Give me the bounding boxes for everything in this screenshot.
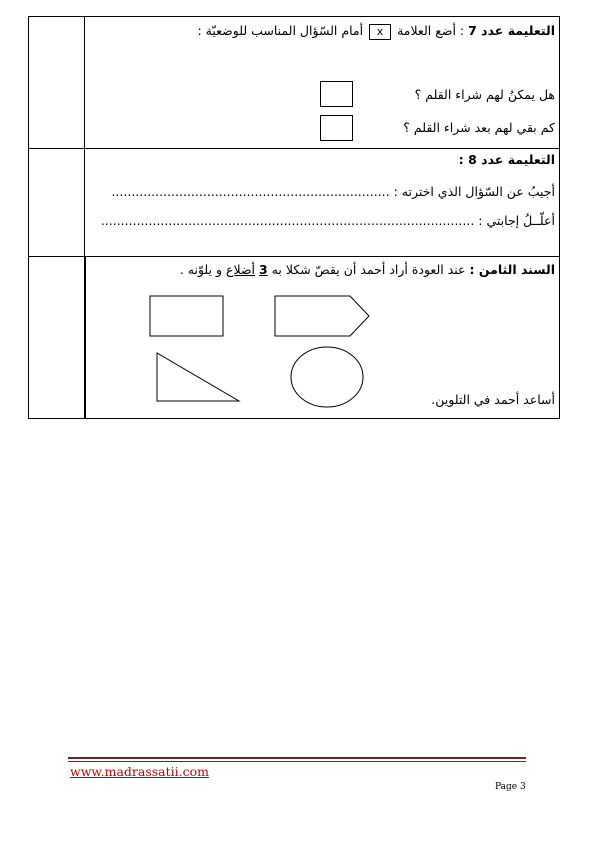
score-cell bbox=[29, 257, 85, 419]
support-8-text-post: و يلوّنه . bbox=[179, 262, 223, 277]
answer-label: أجيبُ عن السّؤال الذي اخترته : bbox=[393, 184, 555, 199]
footer-rule-thin bbox=[68, 761, 526, 762]
option-1-text: هل يمكنُ لهم شراء القلم ؟ bbox=[414, 87, 555, 102]
footer-rule bbox=[68, 757, 526, 759]
support-8-cell bbox=[85, 257, 560, 419]
score-cell bbox=[29, 149, 85, 257]
exam-sheet bbox=[28, 16, 560, 419]
page-number: Page 3 bbox=[495, 782, 526, 792]
sides-count: 3 bbox=[259, 262, 268, 277]
sides-word: أضلاع bbox=[226, 262, 256, 277]
justify-dots[interactable]: .............................................................................................. bbox=[100, 213, 475, 228]
instruction-7-text-pre: : أضع العلامة bbox=[397, 23, 469, 38]
option-2-text: كم بقي لهم بعد شراء القلم ؟ bbox=[403, 120, 555, 135]
justify-line bbox=[101, 213, 555, 228]
instruction-7-cell bbox=[85, 17, 560, 149]
pentagon-shape[interactable] bbox=[275, 296, 369, 336]
instruction-7-text-post: أمام السّؤال المناسب للوضعيّة : bbox=[197, 23, 364, 38]
instruction-7-title: التعليمة عدد 7 bbox=[468, 23, 555, 38]
answer-dots[interactable]: ...................................................................... bbox=[111, 184, 390, 199]
triangle-shape[interactable] bbox=[157, 353, 239, 401]
support-8-text-pre: عند العودة أراد أحمد أن يقصّ شكلا به bbox=[271, 262, 470, 277]
rectangle-shape[interactable] bbox=[150, 296, 223, 336]
footer-link[interactable]: www.madrassatii.com bbox=[70, 764, 209, 779]
instruction-7-header bbox=[197, 23, 555, 40]
exam-table bbox=[28, 16, 560, 419]
answer-line bbox=[111, 184, 555, 199]
instruction-8-cell bbox=[85, 149, 560, 257]
instruction-8-title: التعليمة عدد 8 : bbox=[458, 152, 555, 167]
help-text: أساعد أحمد في التلوين. bbox=[431, 392, 555, 407]
ellipse-shape[interactable] bbox=[291, 347, 363, 407]
justify-label: أعلّــلُ إجابتي : bbox=[478, 213, 555, 228]
support-8-title: السند الثامن : bbox=[469, 262, 555, 277]
mark-box: x bbox=[369, 24, 391, 40]
option-1-checkbox[interactable] bbox=[320, 81, 353, 107]
score-cell bbox=[29, 17, 85, 149]
option-2-checkbox[interactable] bbox=[320, 115, 353, 141]
